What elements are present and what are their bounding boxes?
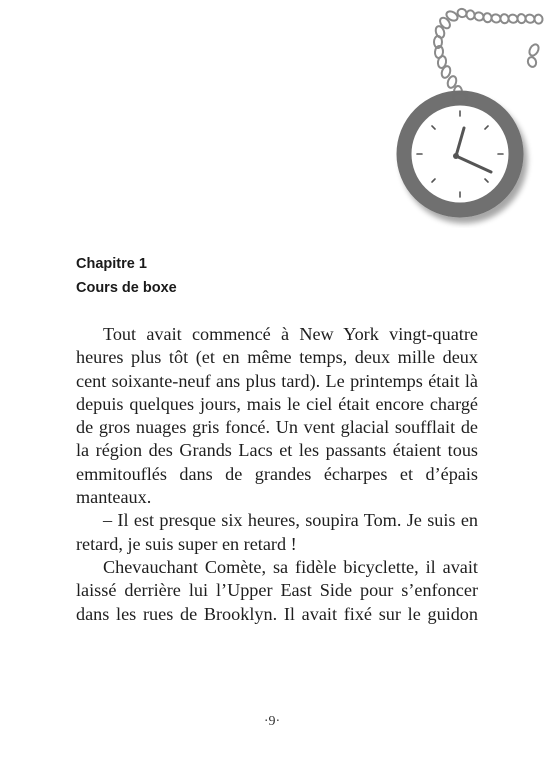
chapter-title: Cours de boxe xyxy=(76,280,177,296)
chain-link xyxy=(527,56,538,68)
chapter-heading xyxy=(76,252,177,300)
chain-link xyxy=(438,16,452,30)
paragraph: – Il est presque six heures, soupira Tom. Je suis en retard, je suis super en retard ! xyxy=(76,510,478,554)
chain-link xyxy=(528,43,541,57)
chain-link xyxy=(534,14,543,24)
paragraph: Tout avait commencé à New York vingt-quatre heures plus tôt (et en même temps, deux mille deux cent soixante-neuf ans plus tard). Le printemps était là depuis quelques jours, mais le ciel était encore chargé de gros nuages gris foncé. Un vent glacial soufflait de la région des Grands Lacs et les passants étaient tous emmitouflés dans de grandes écharpes et d’épais manteaux. xyxy=(76,324,478,508)
page-number: ·9· xyxy=(263,714,281,729)
pocket-watch-icon xyxy=(372,0,544,228)
paragraph: Chevauchant Comète, sa fidèle bicyclette, il avait laissé derrière lui l’Upper East Side pour s’enfoncer dans les rues de Brooklyn. Il avait fixé sur le guidon xyxy=(76,556,478,624)
chapter-body xyxy=(76,323,478,626)
chapter-number: Chapitre 1 xyxy=(76,256,147,272)
